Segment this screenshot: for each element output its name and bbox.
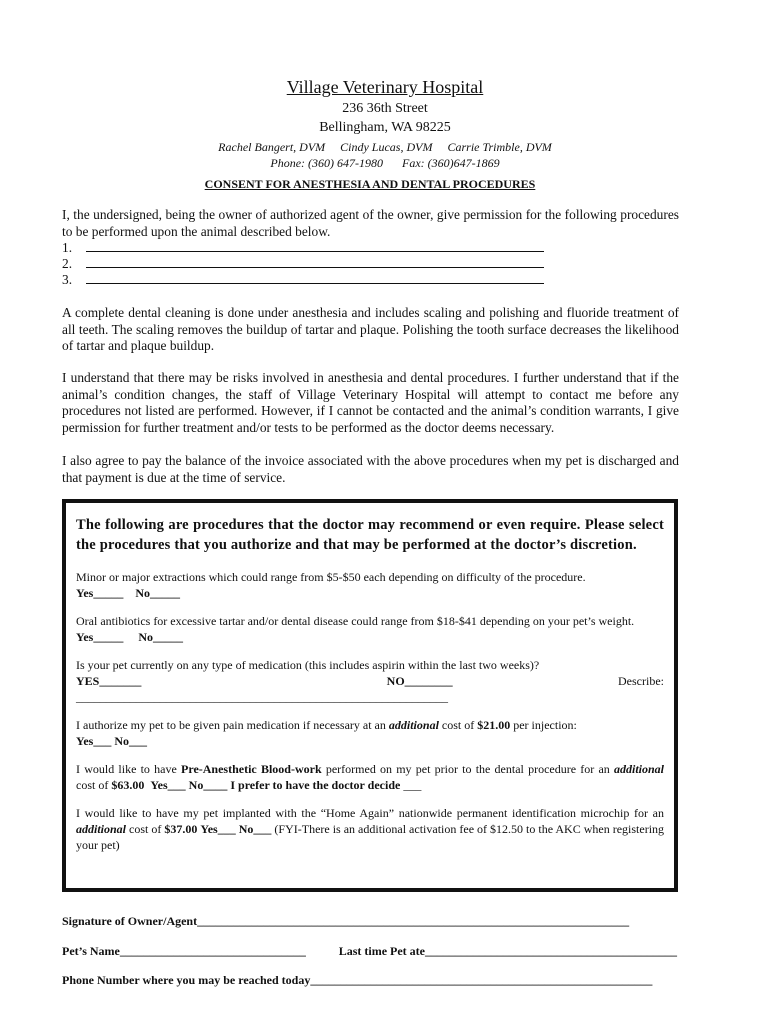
bloodwork-price: $63.00: [111, 778, 145, 792]
line-number: 1.: [62, 240, 73, 255]
microchip-no[interactable]: No___: [238, 822, 272, 836]
extractions-choice: [76, 585, 664, 601]
payment-paragraph: I also agree to pay the balance of the invoice associated with the above procedures when my pet is discharged and that payment is due at the time of service.: [62, 453, 679, 485]
extractions-text: Minor or major extractions which could range from $5-$50 each depending on difficulty of the procedure.: [76, 570, 586, 584]
intro-text: I, the undersigned, being the owner of authorized agent of the owner, give permission for the following procedures to be performed upon the animal described below.: [62, 207, 679, 239]
microchip-yes[interactable]: Yes___: [200, 822, 236, 836]
fax-number: Fax: (360)647-1869: [402, 156, 500, 170]
owner-signature-line[interactable]: Signature of Owner/Agent________________________________________________________________________: [62, 914, 630, 928]
medication-question: Is your pet currently on any type of medication (this includes aspirin within the last two weeks)?: [76, 658, 540, 672]
city-address: Bellingham, WA 98225: [319, 120, 451, 135]
last-ate-field[interactable]: Last time Pet ate__________________________________________: [338, 944, 677, 958]
line-number: 2.: [62, 256, 73, 271]
microchip-fyi: (FYI-There is an additional activation fee of $12.50 to the AKC when registering your pet): [76, 822, 665, 852]
intro-paragraph: [62, 207, 679, 288]
bloodwork-emphasis: Pre-Anesthetic Blood-work: [181, 762, 322, 776]
additional-emphasis: additional: [388, 718, 439, 732]
microchip-text: cost of: [126, 822, 165, 836]
dental-cleaning-paragraph: A complete dental cleaning is done under anesthesia and includes scaling and polishing and fluoride treatment of all teeth. The scaling removes the buildup of tartar and plaque. Polishing the tooth surface decreases the likelihood of tartar and plaque buildup.: [62, 305, 679, 353]
microchip-text: I would like to have my pet implanted with the “Home Again” nationwide permanent identification microchip for an: [76, 806, 664, 820]
antibiotics-no[interactable]: No_____: [138, 630, 184, 644]
procedure-field-3[interactable]: [86, 272, 544, 284]
bloodwork-no[interactable]: No____: [188, 778, 228, 792]
additional-emphasis: additional: [613, 762, 664, 776]
line-number: 3.: [62, 272, 73, 287]
doctor-name: Rachel Bangert, DVM: [218, 140, 326, 154]
pain-medication-text: [76, 717, 664, 733]
bloodwork-yes[interactable]: Yes___: [150, 778, 186, 792]
antibiotics-item: [76, 613, 664, 645]
pain-choice: [76, 733, 664, 749]
bloodwork-text: performed on my pet prior to the dental procedure for an: [321, 762, 614, 776]
extractions-no[interactable]: No_____: [135, 586, 181, 600]
procedure-field-2[interactable]: [86, 256, 544, 268]
medication-choice: [76, 673, 664, 689]
procedure-line-3: [62, 272, 679, 288]
medication-describe-line[interactable]: ______________________________________________________________: [76, 690, 448, 704]
procedure-field-1[interactable]: [86, 240, 544, 252]
doctor-name: Carrie Trimble, DVM: [447, 140, 552, 154]
pain-text: cost of: [438, 718, 478, 732]
phone-number-line[interactable]: Phone Number where you may be reached today_________________________________________________________: [62, 973, 653, 987]
microchip-item: [76, 805, 664, 853]
pain-price: $21.00: [477, 718, 511, 732]
phone-number: Phone: (360) 647-1980: [270, 156, 383, 170]
letterhead: [0, 76, 770, 171]
bloodwork-item: [76, 761, 664, 793]
microchip-price: $37.00: [164, 822, 198, 836]
medication-item: [76, 657, 664, 705]
procedures-heading: The following are procedures that the doctor may recommend or even require. Please select the procedures that you authorize and that may be performed at the doctor’s discretion.: [76, 517, 664, 553]
extractions-yes[interactable]: Yes_____: [76, 586, 124, 600]
contact-numbers: [0, 155, 770, 171]
hospital-name: Village Veterinary Hospital: [286, 77, 484, 97]
bloodwork-prefer-doctor: I prefer to have the doctor decide: [230, 778, 401, 792]
procedures-box-content: [76, 516, 664, 853]
bloodwork-prefer-blank[interactable]: ___: [403, 778, 422, 792]
pain-text: per injection:: [510, 718, 577, 732]
antibiotics-text: Oral antibiotics for excessive tartar and/or dental disease could range from $18-$41 depending on your pet’s weight.: [76, 614, 635, 628]
bloodwork-text: cost of: [76, 778, 112, 792]
antibiotics-choice: [76, 629, 664, 645]
street-address: 236 36th Street: [342, 101, 428, 116]
doctor-name: Cindy Lucas, DVM: [340, 140, 433, 154]
pet-name-field[interactable]: Pet’s Name_______________________________: [62, 944, 306, 958]
risks-paragraph: I understand that there may be risks involved in anesthesia and dental procedures. I further understand that if the animal’s condition changes, the staff of Village Veterinary Hospital will attempt to contact me before any procedures not listed are performed. However, if I cannot be contacted and the animal’s condition warrants, I give permission for further treatment and/or tests to be performed as the doctor deems necessary.: [62, 370, 679, 435]
bloodwork-text: I would like to have: [76, 762, 181, 776]
antibiotics-yes[interactable]: Yes_____: [76, 630, 124, 644]
procedures-box: [62, 499, 678, 892]
pain-medication-item: [76, 717, 664, 749]
consent-title: CONSENT FOR ANESTHESIA AND DENTAL PROCEDURES: [204, 177, 536, 191]
medication-describe-label: Describe:: [618, 674, 664, 688]
medication-no[interactable]: NO________: [386, 674, 453, 688]
pet-info-row: [62, 943, 677, 959]
procedure-line-1: [62, 240, 679, 256]
pain-text: I authorize my pet to be given pain medication if necessary at an: [76, 718, 389, 732]
doctors-list: [0, 139, 770, 155]
medication-yes[interactable]: YES_______: [76, 674, 142, 688]
additional-emphasis: additional: [76, 822, 127, 836]
pain-yes[interactable]: Yes___: [76, 734, 112, 748]
procedure-line-2: [62, 256, 679, 272]
extractions-item: [76, 569, 664, 601]
pain-no[interactable]: No___: [114, 734, 148, 748]
